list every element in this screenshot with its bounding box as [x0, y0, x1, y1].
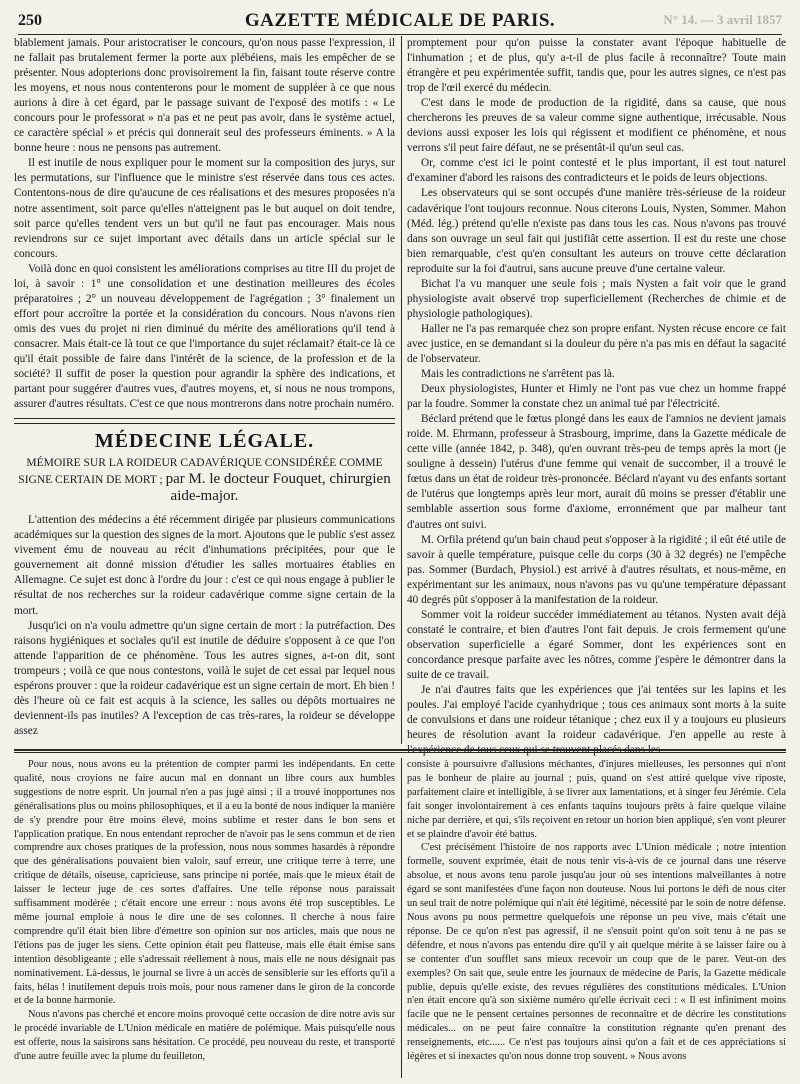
paragraph: Or, comme c'est ici le point contesté et le plus important, il est tout naturel d'examiner d'abord les raisons des contradicteurs et le poids de leurs objections. — [407, 157, 786, 185]
paragraph: Jusqu'ici on n'a voulu admettre qu'un signe certain de mort : la putréfaction. Des raisons hygiéniques et sociales qu'il est inutile de déduire s'opposent à ce que l'on attende l'apparition de ce phénomène. Tous les autres signes, a-t-on dit, sont trompeurs ; voilà ce que nous contestons, voilà le sujet de cet essai par lequel nous espérons prouver : que la roideur cadavérique est un signe certain de mort. Eh bien ! dès l'heure où ce fait est acquis à la science, les salles ou dépôts mortuaires ne deviennent-ils pas inutiles? A l'exception de cas très-rares, la roideur se développe assez — [14, 619, 395, 737]
memoir-title — [14, 455, 395, 505]
left-column — [14, 36, 395, 745]
memoir-author: par M. le docteur Fouquet, chirurgien aide-major. — [165, 471, 391, 505]
feuilleton-column-rule — [401, 758, 402, 1078]
paragraph: Béclard prétend que le fœtus plongé dans les eaux de l'amnios ne devient jamais roide. M. Ehrmann, professeur à Strasbourg, imprime, dans la Gazette médicale de cette ville (année 1842, p. 348), qu'en ouvrant très-peu de temps après la mort (je souligne à dessein) l'utérus d'une femme qui venait de succomber, il a trouvé le fœtus dans un état de roideur très-prononcée. Béclard n'ayant vu des enfants sortant de l'utérus que longtemps après leur mort, aurait dû moins se presser d'établir une semblable assertion sous forme d'axiome, erronnément que par malheur tant d'autres ont suivi. — [407, 413, 786, 531]
paragraph: Bichat l'a vu manquer une seule fois ; mais Nysten a fait voir que le grand physiologiste avait observé trop superficiellement (Recherches de chimie et de physiologie pathologiques). — [407, 277, 786, 320]
feuilleton-rule — [14, 749, 786, 751]
right-column — [407, 36, 786, 745]
masthead: GAZETTE MÉDICALE DE PARIS. — [244, 10, 556, 31]
section-divider — [14, 423, 395, 424]
paragraph: Haller ne l'a pas remarquée chez son propre enfant. Nysten récuse encore ce fait avec justice, en se demandant si la douleur du père n'a pas mis en défaut la sagacité de l'observateur. — [407, 322, 786, 365]
paragraph: Pour nous, nous avons eu la prétention de compter parmi les indépendants. En cette qualité, nous croyions ne faire aucun mal en donnant un libre cours aux humbles suggestions de notre esprit. Un journal n'en a pas jugé ainsi ; il a trouvé inopportunes nos généralisations plus ou moins philosophiques, et il a eu la bonté de nous indiquer la manière de s'y prendre pour être moins élevé, moins sublime et rester dans le bon sens et l'application pratique. En nous entendant reprocher de n'avoir pas le sens commun et de rien comprendre aux choses pratiques de la profession, nous nous sommes hasardés à répondre que des généralisations pouvaient bien valoir, sauf erreur, une critique terre à terre, une critique de détails, oiseuse, capricieuse, sans principe ni portée, mais que le mieux était de laisser le lecteur juge de ces sortes d'affaires. Une telle réponse nous paraissait suffisamment modérée ; c'était encore une erreur : nous avons été trop susceptibles. Le même journal emploie à nous le dire une de ses colonnes. Il cherche à nous faire comprendre qu'il était bien libre d'émettre son opinion sur nos articles, mais que nous ne l'étions pas de juger les siens. Cette opinion était peu flatteuse, mais elle était émise sans intention désobligeante ; elle s'adressait réellement à nous, mais elle ne nous désignait pas nominativement. Là-dessus, le journal se livre à un accès de sensiblerie sur les efforts qu'il a faits, hélas ! inutilement depuis trois mois, pour nous ramener dans le giron de la concorde et de la bonne harmonie. — [14, 759, 395, 1007]
date-stamp: N° 14. — 3 avril 1857 — [663, 12, 782, 27]
feuilleton-rule — [14, 752, 786, 753]
section-title: MÉDECINE LÉGALE. — [94, 430, 315, 453]
feuilleton-left-column — [14, 758, 395, 1078]
paragraph: Les observateurs qui se sont occupés d'une manière très-sérieuse de la roideur cadavérique l'ont toujours reconnue. Nous citerons Louis, Nysten, Sommer. Mahon (Méd. lég.) prétend qu'elle n'existe pas dans tous les cas. Nous n'avons pas trouvé dans son ouvrage un seul fait qui justifiât cette assertion. Il est du reste une chose bien remarquable, c'est qu'en consultant les auteurs on trouve cette déclaration reproduite sur la foi d'autrui, sans aucune preuve d'une certaine valeur. — [407, 187, 786, 275]
paragraph: Sommer voit la roideur succéder immédiatement au tétanos. Nysten avait déjà constaté le contraire, et bien d'autres l'ont fait depuis. Je crois fermement qu'une observation superficielle a égaré Sommer, dont les expériences sont en concordance presque parfaite avec les nôtres, comme j'espère le démontrer dans la suite de ce travail. — [407, 608, 786, 681]
paragraph: blablement jamais. Pour aristocratiser le concours, qu'on nous passe l'expression, il ne fallait pas brutalement fermer la porte aux plébéiens, mais les empêcher de se présenter. Nous adopterions donc provisoirement la fin, faisant toute réserve contre les moyens, et nous nous contenterons pour le moment de suppléer à ce que nous aurions à dire à cet égard, par le passage suivant de l'exposé des motifs : « Le concours pour le professorat » n'a pas et ne peut pas avoir, dans le système actuel, ce caractère spécial » et précis qui donnerait seul des professeurs éminents. » A la bonne heure : nous ne pensons pas autrement. — [14, 37, 395, 155]
page-number: 250 — [18, 12, 42, 29]
section-divider — [14, 418, 395, 419]
paragraph: C'est dans le mode de production de la rigidité, dans sa cause, que nous chercherons les preuves de sa valeur comme signe authentique, irrécusable. Nous devions aussi exposer les lois qui régissent et modifient ce phénomène, et nous verrons s'il peut faire défaut, ne se présentât-il qu'un seul cas. — [407, 97, 786, 155]
paragraph: Nous n'avons pas cherché et encore moins provoqué cette occasion de dire notre avis sur le procédé invariable de L'Union médicale en matière de polémique. Mais puisqu'elle nous est offerte, nous la saisirons sans hésitation. Ce procédé, peu nouveau du reste, et transporté d'une autre feuille avec la plume du feuilleton, — [14, 1009, 395, 1063]
paragraph: C'est précisément l'histoire de nos rapports avec L'Union médicale ; notre intention formelle, souvent exprimée, était de nous tenir vis-à-vis de ce journal dans une réserve absolue, et nous avons tenu parole jusqu'au jour où ses intentions malveillantes à notre égard se sont manifestées d'une façon non douteuse. Nous lui portons le défi de nous citer un seul trait de notre polémique qui n'ait été légitimé, nécessité par le soin de notre défense. Nous avons pu nous permettre quelquefois une réponse un peu vive, mais c'était une réponse. De ce qu'on n'est pas agressif, il ne s'ensuit point qu'on soit tenu à ne pas se défendre, et nous n'avons pas entendu dire qu'il y ait quelque mérite à se laisser faire ou à se contenter d'un soufflet sans mieux recevoir un coup que de le parer. Veut-on des exemples? On sait que, seule entre les journaux de médecine de Paris, la Gazette médicale publie, depuis qu'elle existe, des revues régulières des constitutions médicales. L'Union n'en était encore qu'à son sixième numéro qu'elle écrivait ceci : « Il est infiniment moins facile que ne le pensent certaines personnes de reconnaître et de décrire les constitutions médicales... on ne peut faire connaître la constitution régnante qu'en prenant des renseignements, etc...... Ce n'est pas toujours ainsi qu'on a fait et de ces appréciations si légères et si inexactes qu'on nous donne trop souvent. » Nous avons — [407, 842, 786, 1063]
paragraph: L'attention des médecins a été récemment dirigée par plusieurs communications académiques sur la question des signes de la mort. Ajoutons que le public s'est assez vivement ému de nouveau au récit d'inhumations précipitées, pour que le gouvernement ait donné mission d'étudier les salles mortuaires établies en Allemagne. Ce sujet est donc à l'ordre du jour : c'est ce qui nous engage à publier le résultat de nos recherches sur la roideur cadavérique comme signe certain de la mort. — [14, 514, 395, 617]
paragraph: Voilà donc en quoi consistent les améliorations comprises au titre III du projet de loi, à savoir : 1° une consolidation et une destination meilleures des écoles préparatoires ; 2° un nouveau développement de l'agrégation ; 3° finalement un effort pour accroître la portée et la considération du concours. Nous n'avons rien omis des vues du projet ni rien diminué du mérite des améliorations qu'il tend à consacrer. Mais était-ce là tout ce que l'importance du sujet réclamait? était-ce là ce qu'il était possible de faire dans l'intérêt de la science, de la profession et de la société? Il suffit de poser la question pour agrandir la sphère des indications, et partant pour suggérer d'autres vues, d'autres moyens, et, si nous ne nous trompons, assurer d'autres résultats. C'est ce que nous montrerons dans notre prochain numéro. — [14, 262, 395, 411]
memoir-title-main: MÉMOIRE SUR LA ROIDEUR CADAVÉRIQUE CONSIDÉRÉE COMME SIGNE CERTAIN DE MORT ; — [18, 457, 383, 487]
column-rule — [401, 36, 402, 744]
paragraph: Mais les contradictions ne s'arrêtent pas là. — [421, 368, 615, 381]
paragraph: Deux physiologistes, Hunter et Himly ne l'ont pas vue chez un homme frappé par la foudre. Sommer la constate chez un animal tué par l'électricité. — [407, 383, 786, 411]
paragraph: promptement pour qu'on puisse la constater avant l'époque habituelle de l'inhumation ; et de plus, qu'y a-t-il de plus facile à reconnaître? Toute main étrangère et peu expérimentée suffit, tandis que, pour les autres signes, ce n'est pas trop de l'œil exercé du médecin. — [407, 37, 786, 95]
page-header — [18, 10, 782, 35]
paragraph: M. Orfila prétend qu'un bain chaud peut s'opposer à la rigidité ; il eût été utile de savoir à quelle température, puisque celle du corps (30 à 32 degrés) ne l'empêche pas. Sommer (Burdach, Physiol.) est arrivé à d'autres résultats, et nous-même, en expérimentant sur les animaux, nous n'avons pas vu qu'une température dépassant 40 degrés pût s'opposer à la manifestation de la roideur. — [407, 533, 786, 606]
paragraph: consiste à poursuivre d'allusions méchantes, d'injures mielleuses, les personnes qui n'ont pas le bonheur de plaire au journal ; puis, quand on s'est attiré quelque vive riposte, parfaitement claire et intelligible, à se livrer aux lamentations, et à singer feu Jérémie. Cela fait songer involontairement à ces enfants taquins toujours prêts à faire quelque vilaine niche par derrière, et qui, s'ils reçoivent en retour un horion bien appliqué, s'en vont pleurer et se plaindre d'avoir été battus. — [407, 759, 786, 840]
paragraph: Je n'ai d'autres faits que les expériences que j'ai tentées sur les lapins et les poules. J'ai employé l'acide cyanhydrique ; tous ces animaux sont morts à la suite de convulsions et dans une roideur tétanique ; chez eux il y a toujours eu plusieurs heures de résolution avant la roideur cadavérique. J'en appelle au reste à — [407, 684, 786, 742]
paragraph: Il est inutile de nous expliquer pour le moment sur la composition des jurys, sur les permutations, sur l'influence que le ministre s'est réservée dans tous ces actes. Contentons-nous de dire qu'aucune de ces réalisations et des mesures proposées n'a notre assentiment, soit parce qu'elles n'atteignent pas le but auquel on doit tendre, soit parce qu'elles tendent vers un but qu'il ne faut pas encourager. Mais nous reviendrons sur ce sujet important avec détails dans un article spécial sur le concours. — [14, 157, 395, 260]
feuilleton-right-column — [407, 758, 786, 1078]
